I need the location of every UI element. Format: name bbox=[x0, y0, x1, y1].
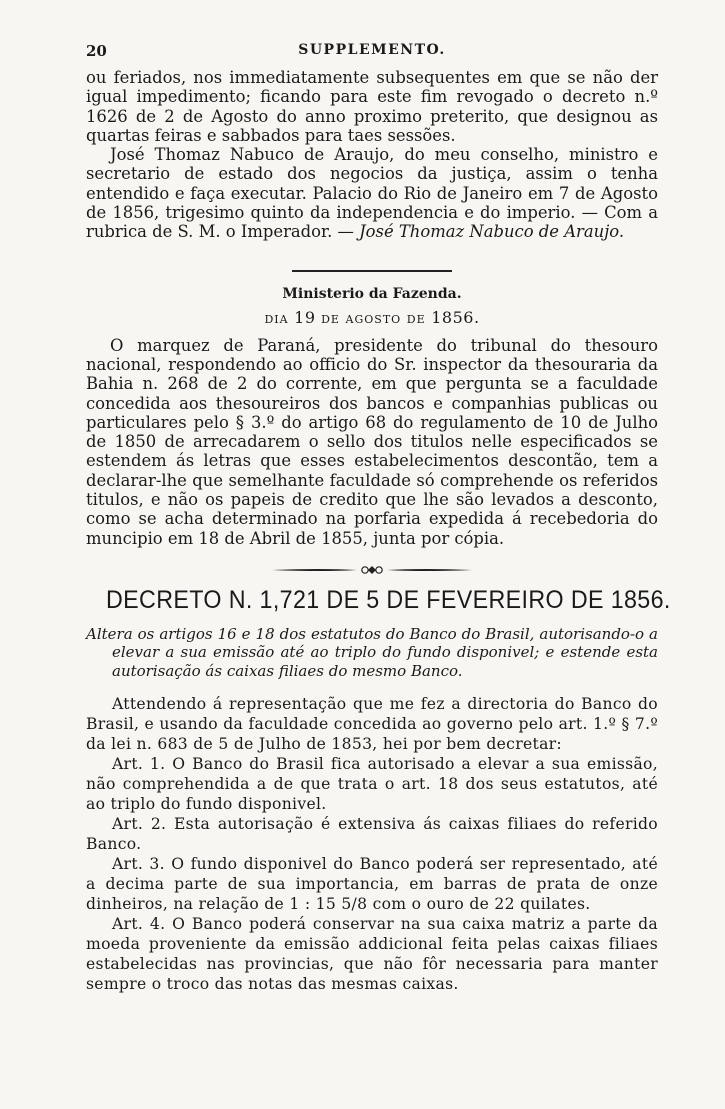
decree-body bbox=[86, 694, 658, 994]
decree-summary: Altera os artigos 16 e 18 dos estatutos do Banco do Brasil, autorisando-o a elevar a sua emissão até ao triplo do fundo disponivel; e estende esta autorisação ás caixas filiaes do mesmo Banco. bbox=[86, 624, 658, 680]
page-header bbox=[86, 40, 658, 68]
document-page bbox=[86, 40, 671, 994]
decree-article-1: Art. 1. O Banco do Brasil fica autorisado a elevar a sua emissão, não comprehendida a de que trata o art. 18 dos seus estatutos, até ao triplo do fundo disponivel. bbox=[86, 755, 658, 814]
decree-article-3: Art. 3. O fundo disponivel do Banco poderá ser representado, até a decima parte de sua importancia, em barras de prata de onze dinheiros, na relação de 1 : 15 5/8 com o ouro de 22 quilates. bbox=[86, 855, 658, 914]
section-divider bbox=[292, 270, 452, 272]
decree-article-2: Art. 2. Esta autorisação é extensiva ás caixas filiaes do referido Banco. bbox=[86, 815, 658, 854]
decree-title: DECRETO N. 1,721 DE 5 DE FEVEREIRO DE 1856. bbox=[106, 585, 671, 614]
decree-intro: Attendendo á representação que me fez a directoria do Banco do Brasil, e usando da faculdade concedida ao governo pelo art. 1.º § 7.º da lei n. 683 de 5 de Julho de 1853, hei por bem decretar: bbox=[86, 695, 658, 754]
decree-article-4: Art. 4. O Banco poderá conservar na sua caixa matriz a parte da moeda proveniente da emissão addicional feita pelas caixas filiaes estabelecidas nas provincias, que não fôr necessaria para manter sempre o troco das notas das mesmas caixas. bbox=[86, 915, 658, 994]
continuation-paragraph: ou feriados, nos immediatamente subsequentes em que se não der igual impedimento; ficando para este fim revogado o decreto n.º 1626 de 2 de Agosto do anno proximo preterito, que designou as quartas feiras e sabbados para taes sessões. bbox=[86, 68, 658, 145]
ministry-body-paragraph: O marquez de Paraná, presidente do tribunal do thesouro nacional, respondendo ao officio do Sr. inspector da thesouraria da Bahia n. 268 de 2 do corrente, em que pergunta se a faculdade concedida aos thesoureiros dos bancos e companhias publicas ou particulares pelo § 3.º do artigo 68 do regulamento de 10 de Julho de 1850 de arrecadarem o sello dos titulos nelle especificados se estendem ás letras que esses estabelecimentos descontão, tem a declarar-lhe que semelhante faculdade só comprehende os referidos titulos, e não os papeis de credito que lhe são levados a desconto, como se acha determinado na porfaria expedida á recebedoria do muncipio em 18 de Abril de 1855, junta por cópia. bbox=[86, 335, 658, 548]
running-head: SUPPLEMENTO. bbox=[298, 42, 446, 58]
page-number: 20 bbox=[86, 42, 107, 60]
justice-paragraph-text: José Thomaz Nabuco de Araujo, do meu conselho, ministro e secretario de estado dos negocios da justiça, assim o tenha entendido e faça executar. Palacio do Rio de Janeiro em 7 de Agosto de 1856, trigesimo quinto da independencia e do imperio. — Com a rubrica de S. M. o Imperador. — bbox=[86, 145, 658, 242]
ornament-divider bbox=[272, 564, 472, 576]
minister-signature: José Thomaz Nabuco de Araujo. bbox=[359, 222, 625, 242]
ministry-title: Ministerio da Fazenda. bbox=[282, 285, 462, 302]
justice-signature-paragraph bbox=[86, 145, 658, 241]
ministry-date: DIA 19 DE AGOSTO DE 1856. bbox=[264, 307, 480, 327]
